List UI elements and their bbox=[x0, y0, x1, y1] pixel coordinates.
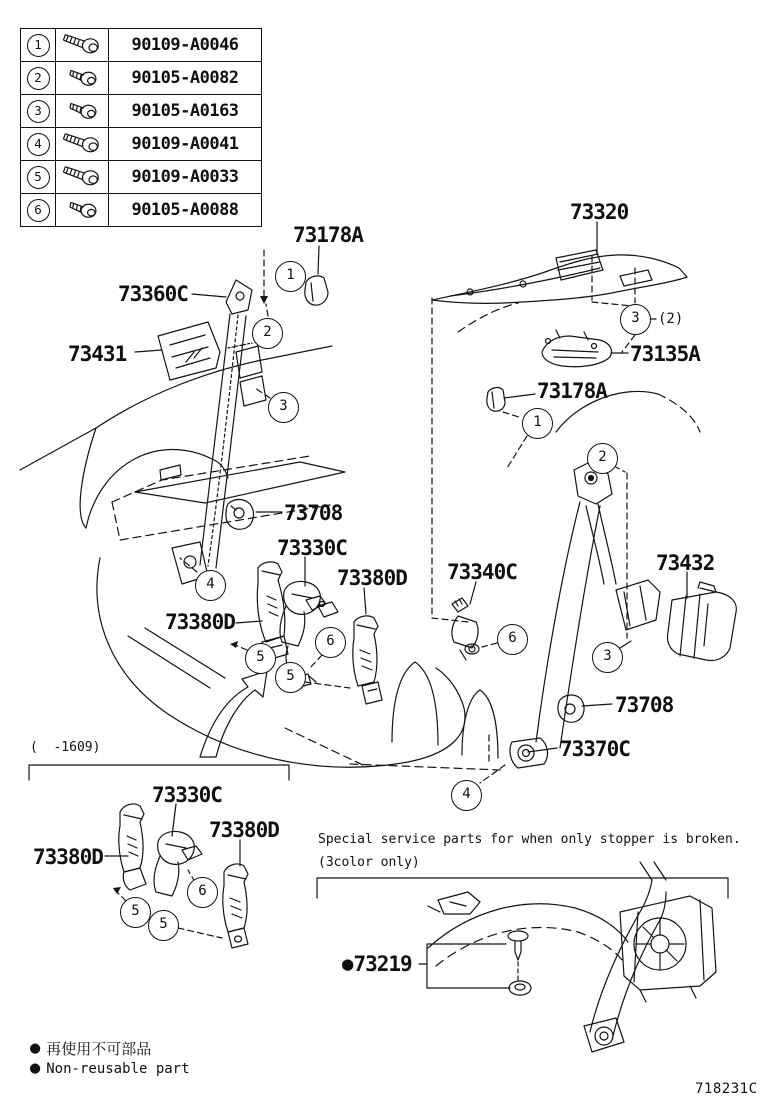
part-73708-left-drawing bbox=[226, 500, 253, 530]
table-row bbox=[21, 95, 262, 128]
car-body-outline bbox=[20, 303, 700, 770]
roof-rail-73320-drawing bbox=[432, 250, 687, 303]
right-seatbelt-drawing bbox=[510, 462, 660, 768]
inset-range-bracket bbox=[29, 765, 289, 780]
inset-strap-73380D-left-drawing bbox=[119, 804, 146, 890]
part-label-73380D-inset-left: 73380D bbox=[33, 845, 103, 869]
quantity-note: (2) bbox=[658, 311, 684, 327]
callout-5: 5 bbox=[148, 910, 179, 941]
special-service-note-line1: Special service parts for when only stopper is broken. bbox=[318, 832, 741, 847]
inset-strap-73380D-right-drawing bbox=[223, 864, 248, 948]
part-label-73178A-mid: 73178A bbox=[537, 379, 607, 403]
callout-1: 1 bbox=[275, 261, 306, 292]
special-service-note-line2: (3color only) bbox=[318, 855, 420, 870]
non-reusable-bullet-icon: ● bbox=[30, 1058, 41, 1078]
callout-3: 3 bbox=[268, 392, 299, 423]
part-label-73320: 73320 bbox=[570, 200, 629, 224]
callout-5: 5 bbox=[275, 662, 306, 693]
callout-5: 5 bbox=[245, 643, 276, 674]
callout-2: 2 bbox=[587, 443, 618, 474]
ref-circle: 6 bbox=[27, 199, 50, 222]
part-73178A-top-drawing bbox=[305, 276, 328, 305]
non-reusable-bullet-icon: ● bbox=[342, 952, 354, 975]
part-label-73380D-main-left: 73380D bbox=[165, 610, 235, 634]
part-label-73219: ● 73219 bbox=[342, 952, 412, 976]
part-73431-drawing bbox=[158, 322, 220, 380]
part-label-73432: 73432 bbox=[656, 551, 715, 575]
part-label-73708-left: 73708 bbox=[284, 501, 343, 525]
callout-5: 5 bbox=[120, 897, 151, 928]
ref-circle: 2 bbox=[27, 67, 50, 90]
table-row bbox=[21, 194, 262, 227]
part-73178A-mid-drawing bbox=[487, 388, 505, 412]
callout-3: 3 bbox=[592, 642, 623, 673]
part-label-73708-right: 73708 bbox=[615, 693, 674, 717]
table-row bbox=[21, 29, 262, 62]
part-label-73178A-top: 73178A bbox=[293, 223, 363, 247]
ref-circle: 1 bbox=[27, 34, 50, 57]
part-label-73380D-inset-right: 73380D bbox=[209, 818, 279, 842]
part-73135A-drawing bbox=[542, 330, 612, 367]
strap-73380D-main-right-drawing bbox=[353, 616, 382, 704]
legend-non-reusable-jp: ● 再使用不可部品 bbox=[30, 1038, 152, 1058]
part-73340C-drawing bbox=[452, 598, 479, 660]
legend-non-reusable-en: ● Non-reusable part bbox=[30, 1058, 190, 1078]
document-code: 718231C bbox=[695, 1081, 758, 1097]
callout-6: 6 bbox=[187, 877, 218, 908]
part-number: 90105-A0088 bbox=[109, 194, 262, 227]
part-label-73135A: 73135A bbox=[630, 342, 700, 366]
part-number: 90109-A0046 bbox=[109, 29, 262, 62]
part-number: 90109-A0041 bbox=[109, 128, 262, 161]
screw-icon bbox=[63, 63, 101, 89]
part-73432-drawing bbox=[667, 582, 736, 661]
part-label-73370C: 73370C bbox=[560, 737, 630, 761]
ref-circle: 4 bbox=[27, 133, 50, 156]
bolt-icon bbox=[60, 129, 104, 155]
screw-icon bbox=[63, 96, 101, 122]
part-label-73330C-inset: 73330C bbox=[152, 783, 222, 807]
callout-6: 6 bbox=[315, 627, 346, 658]
part-label-73360C: 73360C bbox=[118, 282, 188, 306]
ref-circle: 3 bbox=[27, 100, 50, 123]
left-seatbelt-73360C-drawing bbox=[172, 280, 266, 584]
table-row bbox=[21, 128, 262, 161]
part-73708-right-drawing bbox=[558, 695, 584, 722]
part-number: 90105-A0082 bbox=[109, 62, 262, 95]
callout-4: 4 bbox=[451, 780, 482, 811]
part-label-73380D-main-right: 73380D bbox=[337, 566, 407, 590]
inset-pointer-arrow bbox=[200, 671, 267, 757]
callout-2: 2 bbox=[252, 318, 283, 349]
screw-icon bbox=[63, 195, 101, 221]
part-number: 90109-A0033 bbox=[109, 161, 262, 194]
ref-circle: 5 bbox=[27, 166, 50, 189]
inset-range-note: ( -1609) bbox=[30, 740, 101, 755]
fastener-table bbox=[20, 28, 262, 227]
bolt-icon bbox=[60, 30, 104, 56]
table-row bbox=[21, 161, 262, 194]
bolt-icon bbox=[60, 162, 104, 188]
part-label-73330C-main: 73330C bbox=[277, 536, 347, 560]
callout-6: 6 bbox=[497, 624, 528, 655]
callout-3: 3 bbox=[620, 304, 651, 335]
part-number: 90105-A0163 bbox=[109, 95, 262, 128]
callout-4: 4 bbox=[195, 570, 226, 601]
table-row bbox=[21, 62, 262, 95]
part-label-73340C: 73340C bbox=[447, 560, 517, 584]
part-label-73431: 73431 bbox=[68, 342, 127, 366]
callout-1: 1 bbox=[522, 408, 553, 439]
non-reusable-bullet-icon: ● bbox=[30, 1038, 41, 1058]
